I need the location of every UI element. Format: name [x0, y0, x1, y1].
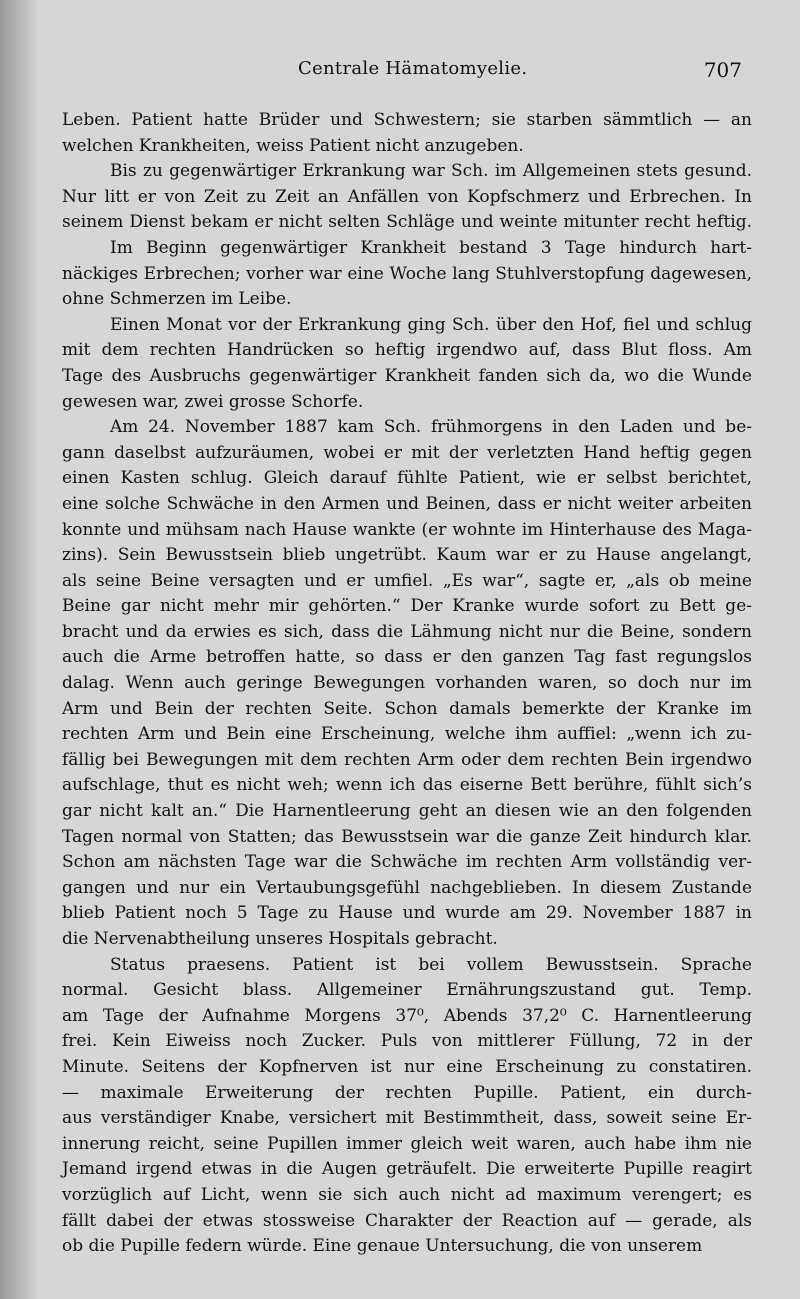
text-line: am Tage der Aufnahme Morgens 37⁰, Abends 37,2⁰ C. Harnentleerung — [62, 1005, 752, 1026]
text-line: auch die Arme betroffen hatte, so dass er den ganzen Tag fast regungslos — [62, 647, 752, 668]
text-line: näckiges Erbrechen; vorher war eine Woche lang Stuhlverstopfung dagewesen, — [62, 263, 752, 284]
body-text — [62, 108, 752, 1260]
text-line: Am 24. November 1887 kam Sch. frühmorgens in den Laden und be- — [110, 417, 752, 438]
text-line: Beine gar nicht mehr mir gehörten.“ Der Kranke wurde sofort zu Bett ge- — [62, 596, 752, 617]
text-line: gangen und nur ein Vertaubungsgefühl nachgeblieben. In diesem Zustande — [62, 877, 752, 898]
text-line: zins). Sein Bewusstsein blieb ungetrübt. Kaum war er zu Hause angelangt, — [62, 545, 752, 566]
text-line: — maximale Erweiterung der rechten Pupille. Patient, ein durch- — [62, 1082, 752, 1103]
running-title: Centrale Hämatomyelie. — [298, 58, 528, 79]
text-line: bracht und da erwies es sich, dass die Lähmung nicht nur die Beine, sondern — [62, 621, 752, 642]
text-line: Bis zu gegenwärtiger Erkrankung war Sch. im Allgemeinen stets gesund. — [110, 161, 752, 182]
text-line: eine solche Schwäche in den Armen und Beinen, dass er nicht weiter arbeiten — [62, 493, 752, 514]
text-line: Im Beginn gegenwärtiger Krankheit bestand 3 Tage hindurch hart- — [110, 237, 752, 258]
text-line: Status praesens. Patient ist bei vollem Bewusstsein. Sprache — [110, 954, 752, 975]
text-line: einen Kasten schlug. Gleich darauf fühlte Patient, wie er selbst berichtet, — [62, 468, 752, 489]
text-line: als seine Beine versagten und er umfiel. „Es war“, sagte er, „als ob meine — [62, 570, 752, 591]
text-line: ob die Pupille federn würde. Eine genaue Untersuchung, die von unserem — [62, 1236, 703, 1257]
text-line: Arm und Bein der rechten Seite. Schon damals bemerkte der Kranke im — [62, 698, 752, 719]
text-line: fällt dabei der etwas stossweise Charakter der Reaction auf — gerade, als — [62, 1210, 752, 1231]
text-line: Nur litt er von Zeit zu Zeit an Anfällen von Kopfschmerz und Erbrechen. In — [62, 186, 752, 207]
text-line: welchen Krankheiten, weiss Patient nicht anzugeben. — [62, 135, 524, 156]
page-header — [62, 58, 742, 88]
binding-shadow — [0, 0, 40, 1299]
text-line: die Nervenabtheilung unseres Hospitals gebracht. — [62, 929, 498, 949]
text-line: Leben. Patient hatte Brüder und Schwestern; sie starben sämmtlich — an — [62, 110, 752, 130]
text-line: innerung reicht, seine Pupillen immer gleich weit waren, auch habe ihm nie — [62, 1133, 752, 1154]
text-line: dalag. Wenn auch geringe Bewegungen vorhanden waren, so doch nur im — [62, 673, 752, 694]
text-line: fällig bei Bewegungen mit dem rechten Arm oder dem rechten Bein irgendwo — [62, 749, 752, 770]
text-line: seinem Dienst bekam er nicht selten Schläge und weinte mitunter recht heftig. — [62, 212, 752, 233]
text-line: Schon am nächsten Tage war die Schwäche im rechten Arm vollständig ver- — [62, 852, 752, 873]
text-line: frei. Kein Eiweiss noch Zucker. Puls von mittlerer Füllung, 72 in der — [62, 1031, 752, 1052]
text-line: normal. Gesicht blass. Allgemeiner Ernährungszustand gut. Temp. — [62, 980, 752, 1001]
text-line: gann daselbst aufzuräumen, wobei er mit der verletzten Hand heftig gegen — [62, 442, 752, 463]
text-line: Jemand irgend etwas in die Augen geträufelt. Die erweiterte Pupille reagirt — [62, 1159, 752, 1180]
text-line: ohne Schmerzen im Leibe. — [62, 289, 292, 310]
text-line: Minute. Seitens der Kopfnerven ist nur eine Erscheinung zu constatiren. — [62, 1056, 752, 1077]
text-line: blieb Patient noch 5 Tage zu Hause und wurde am 29. November 1887 in — [62, 903, 752, 924]
text-line: vorzüglich auf Licht, wenn sie sich auch nicht ad maximum verengert; es — [62, 1184, 752, 1205]
text-line: aufschlage, thut es nicht weh; wenn ich das eiserne Bett berühre, fühlt sich’s — [62, 775, 752, 796]
text-line: gewesen war, zwei grosse Schorfe. — [62, 391, 364, 412]
text-line: gar nicht kalt an.“ Die Harnentleerung geht an diesen wie an den folgenden — [62, 801, 752, 822]
text-line: rechten Arm und Bein eine Erscheinung, welche ihm auffiel: „wenn ich zu- — [62, 724, 752, 745]
text-line: Tage des Ausbruchs gegenwärtiger Krankheit fanden sich da, wo die Wunde — [62, 365, 752, 386]
page-number: 707 — [703, 58, 742, 82]
text-line: aus verständiger Knabe, versichert mit Bestimmtheit, dass, soweit seine Er- — [62, 1108, 752, 1129]
text-line: konnte und mühsam nach Hause wankte (er wohnte im Hinterhause des Maga- — [62, 519, 752, 540]
text-line: Tagen normal von Statten; das Bewusstsein war die ganze Zeit hindurch klar. — [62, 826, 752, 847]
text-line: Einen Monat vor der Erkrankung ging Sch. über den Hof, fiel und schlug — [110, 314, 752, 335]
text-line: mit dem rechten Handrücken so heftig irgendwo auf, dass Blut floss. Am — [62, 340, 752, 361]
